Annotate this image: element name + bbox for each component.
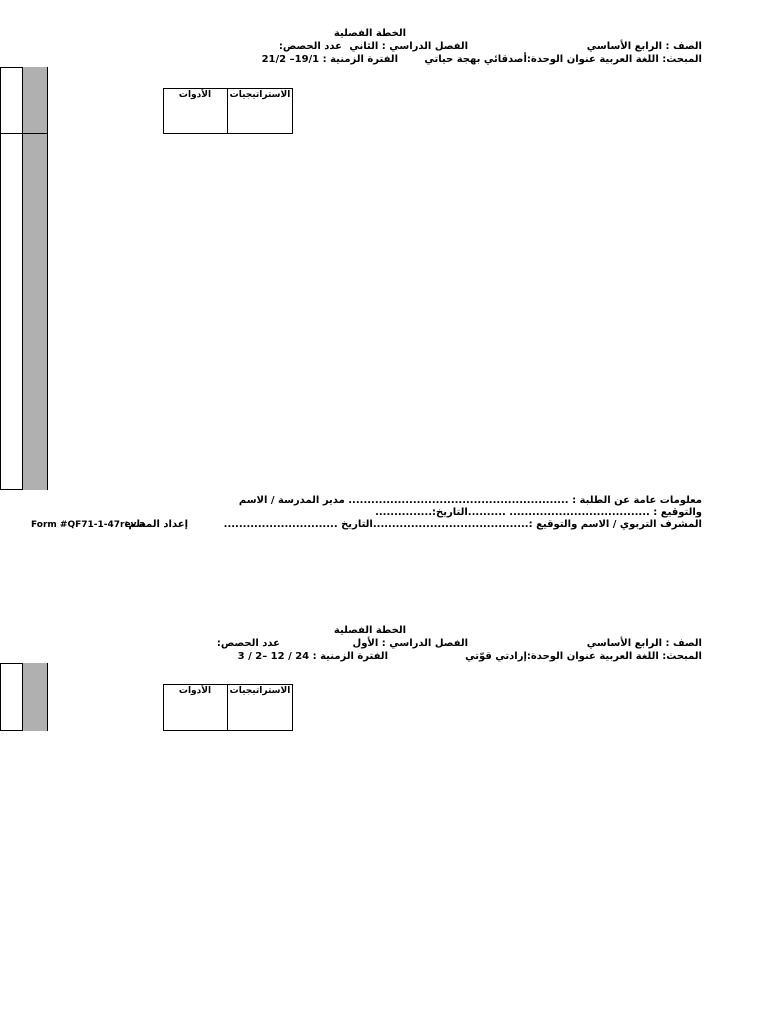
side-table-divider [0, 133, 48, 134]
side-table-grey-column-2 [22, 663, 48, 731]
subject-unit-label-2: المبحث: اللغة العربية عنوان الوحدة:إرادتي قوّتي [465, 651, 702, 662]
general-info-line: معلومات عامة عن الطلبة : .......................................................... مدير المدرسة / الاسم [238, 495, 702, 506]
supervisor-line: المشرف التربوي / الاسم والتوقيع :.........................................التاريخ .............................. [223, 519, 702, 530]
timeframe-label-2: الفترة الزمنية : 24 / 12 –2 / 3 [237, 651, 388, 662]
subject-unit-label: المبحث: اللغة العربية عنوان الوحدة:أصدقائي بهجة حياتي [424, 54, 702, 65]
strategies-header-2: الاستراتيجيات [229, 686, 291, 696]
tools-header-2: الأدوات [178, 686, 212, 696]
timeframe-label: الفترة الزمنية : 19/1– 21/2 [261, 54, 398, 65]
tools-header: الأدوات [178, 90, 212, 100]
prepared-by-label: إعداد المعلم: [124, 519, 188, 530]
periods-label-2: عدد الحصص: [216, 638, 280, 649]
grade-label: الصف : الرابع الأساسي [586, 41, 702, 52]
plan-title-2: الخطة الفصلية [333, 625, 407, 636]
semester-label: الفصل الدراسي : الثاني [349, 41, 468, 52]
plan-title: الخطة الفصلية [333, 28, 407, 39]
periods-label: عدد الحصص: [278, 41, 342, 52]
grade-label-2: الصف : الرابع الأساسي [586, 638, 702, 649]
semester-label-2: الفصل الدراسي : الأول [352, 638, 468, 649]
form-code: Form #QF71-1-47rev.a [31, 520, 146, 530]
strategies-header: الاستراتيجيات [229, 90, 291, 100]
signature-line: والتوقيع : ..................................... ..........التاريخ:............... [375, 507, 702, 518]
side-table-grey-column [22, 67, 48, 490]
